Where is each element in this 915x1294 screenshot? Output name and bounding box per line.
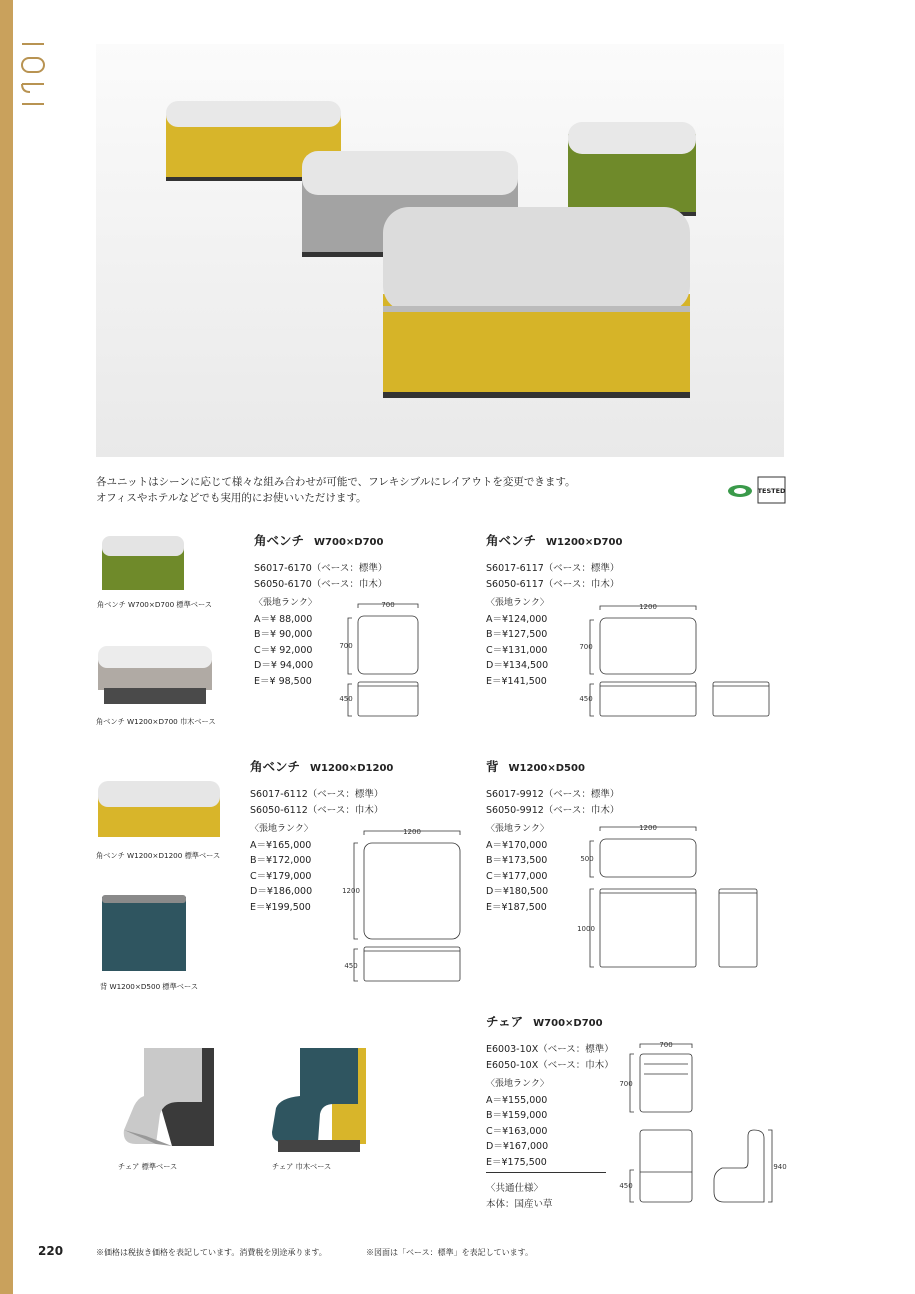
thumb-bench-1200x1200 bbox=[96, 779, 222, 841]
rank-b-price: B＝¥127,500 bbox=[486, 629, 548, 640]
rank-a-price: A＝¥ 88,000 bbox=[254, 613, 313, 625]
code-standard: S6017-6170（ベース：標準） bbox=[254, 563, 388, 574]
intro-line-2: オフィスやホテルなどでも実用的にお使いいただけます。 bbox=[96, 492, 367, 504]
tested-badge-text: TESTED bbox=[757, 487, 786, 495]
product-name: 背 bbox=[486, 759, 499, 774]
drawing-bench-700 bbox=[336, 598, 426, 722]
product-title bbox=[486, 757, 619, 775]
dim-height: 450 bbox=[579, 695, 593, 703]
rank-heading: 〈張地ランク〉 bbox=[486, 598, 549, 608]
rank-c-price: C＝¥163,000 bbox=[486, 1125, 548, 1137]
thumb-bench-1200x700 bbox=[96, 644, 214, 706]
product-dimension: W1200×D1200 bbox=[310, 763, 394, 774]
product-codes bbox=[486, 561, 622, 592]
dim-depth: 700 bbox=[339, 642, 353, 650]
dim-height: 450 bbox=[619, 1182, 633, 1190]
product-codes bbox=[486, 787, 619, 818]
rank-d-price: D＝¥167,000 bbox=[486, 1141, 549, 1152]
dim-width: 700 bbox=[381, 601, 395, 609]
product-chair-700 bbox=[486, 1012, 614, 1170]
rank-b-price: B＝¥172,000 bbox=[250, 855, 312, 866]
code-skirt: E6050-10X（ベース：巾木） bbox=[486, 1059, 614, 1071]
tax-note: ※価格は税抜き価格を表記しています。消費税を別途承ります。 bbox=[96, 1248, 327, 1257]
product-name: 角ベンチ bbox=[254, 533, 305, 548]
code-standard: S6017-6117（ベース：標準） bbox=[486, 563, 620, 574]
dim-width: 1200 bbox=[639, 603, 657, 611]
dim-depth: 500 bbox=[580, 855, 594, 863]
product-dimension: W700×D700 bbox=[314, 537, 384, 548]
rank-d-price: D＝¥ 94,000 bbox=[254, 660, 314, 671]
brand-logo-vertical bbox=[18, 40, 48, 115]
rank-price-list bbox=[486, 1077, 614, 1170]
dim-height: 450 bbox=[344, 962, 358, 970]
page-number: 220 bbox=[38, 1244, 64, 1258]
rank-c-price: C＝¥179,000 bbox=[250, 870, 312, 882]
drawing-bench-1200x1200 bbox=[340, 823, 464, 985]
drawing-bench-1200x700 bbox=[576, 598, 776, 722]
rank-a-price: A＝¥155,000 bbox=[486, 1094, 548, 1106]
rank-heading: 〈張地ランク〉 bbox=[486, 824, 549, 834]
caption-bench-1200x1200: 角ベンチ W1200×D1200 標準ベース bbox=[96, 851, 221, 860]
rank-b-price: B＝¥159,000 bbox=[486, 1110, 548, 1121]
dim-width: 700 bbox=[659, 1041, 673, 1049]
product-title bbox=[254, 531, 387, 549]
caption-chair-skirt: チェア 巾木ベース bbox=[272, 1162, 332, 1171]
rank-a-price: A＝¥170,000 bbox=[486, 839, 548, 851]
rank-a-price: A＝¥165,000 bbox=[250, 839, 312, 851]
dim-depth: 1200 bbox=[342, 887, 360, 895]
code-standard: E6003-10X（ベース：標準） bbox=[486, 1044, 614, 1055]
rank-c-price: C＝¥131,000 bbox=[486, 644, 548, 656]
rank-heading: 〈張地ランク〉 bbox=[254, 598, 317, 608]
product-name: 角ベンチ bbox=[250, 759, 301, 774]
code-standard: S6017-9912（ベース：標準） bbox=[486, 789, 620, 800]
thumb-bench-700 bbox=[100, 534, 186, 592]
thumb-chair-skirt bbox=[268, 1044, 370, 1154]
rank-a-price: A＝¥124,000 bbox=[486, 613, 548, 625]
code-skirt: S6050-6170（ベース：巾木） bbox=[254, 578, 388, 590]
rank-b-price: B＝¥ 90,000 bbox=[254, 629, 313, 640]
caption-back-1200x500: 背 W1200×D500 標準ベース bbox=[100, 982, 199, 991]
common-specs bbox=[486, 1172, 606, 1213]
rank-e-price: E＝¥175,500 bbox=[486, 1156, 547, 1168]
intro-text bbox=[96, 474, 576, 506]
code-skirt: S6050-9912（ベース：巾木） bbox=[486, 804, 620, 816]
thumb-chair-standard bbox=[116, 1042, 220, 1154]
hero-product-photo bbox=[96, 44, 784, 457]
rank-d-price: D＝¥180,500 bbox=[486, 886, 549, 897]
common-specs-body: 本体：国産い草 bbox=[486, 1199, 553, 1210]
product-codes bbox=[254, 561, 387, 592]
common-specs-heading: 〈共通仕様〉 bbox=[486, 1183, 544, 1194]
code-skirt: S6050-6117（ベース：巾木） bbox=[486, 578, 620, 590]
drawing-back-1200x500 bbox=[576, 819, 772, 971]
rank-c-price: C＝¥177,000 bbox=[486, 870, 548, 882]
caption-bench-700: 角ベンチ W700×D700 標準ベース bbox=[97, 600, 212, 609]
certification-badges bbox=[726, 476, 786, 504]
rank-e-price: E＝¥141,500 bbox=[486, 675, 547, 687]
code-skirt: S6050-6112（ベース：巾木） bbox=[250, 804, 384, 816]
product-codes bbox=[250, 787, 393, 818]
product-title bbox=[250, 757, 393, 775]
product-name: チェア bbox=[486, 1014, 524, 1029]
rank-heading: 〈張地ランク〉 bbox=[250, 824, 313, 834]
product-dimension: W1200×D700 bbox=[546, 537, 623, 548]
rank-e-price: E＝¥187,500 bbox=[486, 901, 547, 913]
product-title bbox=[486, 1012, 614, 1030]
rank-c-price: C＝¥ 92,000 bbox=[254, 644, 313, 656]
dim-height: 450 bbox=[339, 695, 353, 703]
product-title bbox=[486, 531, 622, 549]
rank-d-price: D＝¥186,000 bbox=[250, 886, 313, 897]
gold-side-spine bbox=[0, 0, 13, 1294]
rank-e-price: E＝¥199,500 bbox=[250, 901, 311, 913]
product-name: 角ベンチ bbox=[486, 533, 537, 548]
g-mark-icon bbox=[728, 485, 752, 497]
rank-b-price: B＝¥173,500 bbox=[486, 855, 548, 866]
dim-width: 1200 bbox=[403, 828, 421, 836]
caption-bench-1200x700: 角ベンチ W1200×D700 巾木ベース bbox=[96, 717, 216, 726]
product-dimension: W700×D700 bbox=[533, 1018, 603, 1029]
dim-depth: 700 bbox=[579, 643, 593, 651]
rank-d-price: D＝¥134,500 bbox=[486, 660, 549, 671]
dim-depth: 700 bbox=[619, 1080, 633, 1088]
drawing-note: ※図面は「ベース：標準」を表記しています。 bbox=[366, 1248, 533, 1257]
thumb-back-1200x500 bbox=[100, 893, 190, 973]
rank-e-price: E＝¥ 98,500 bbox=[254, 675, 312, 687]
rank-heading: 〈張地ランク〉 bbox=[486, 1079, 549, 1089]
drawing-chair-700 bbox=[614, 1038, 794, 1208]
product-dimension: W1200×D500 bbox=[508, 763, 585, 774]
product-codes bbox=[486, 1042, 614, 1073]
code-standard: S6017-6112（ベース：標準） bbox=[250, 789, 384, 800]
dim-total-height: 940 bbox=[773, 1163, 787, 1171]
dim-width: 1200 bbox=[639, 824, 657, 832]
dim-height: 1000 bbox=[577, 925, 595, 933]
caption-chair-standard: チェア 標準ベース bbox=[118, 1162, 178, 1171]
intro-line-1: 各ユニットはシーンに応じて様々な組み合わせが可能で、フレキシブルにレイアウトを変更できます。 bbox=[96, 476, 576, 488]
